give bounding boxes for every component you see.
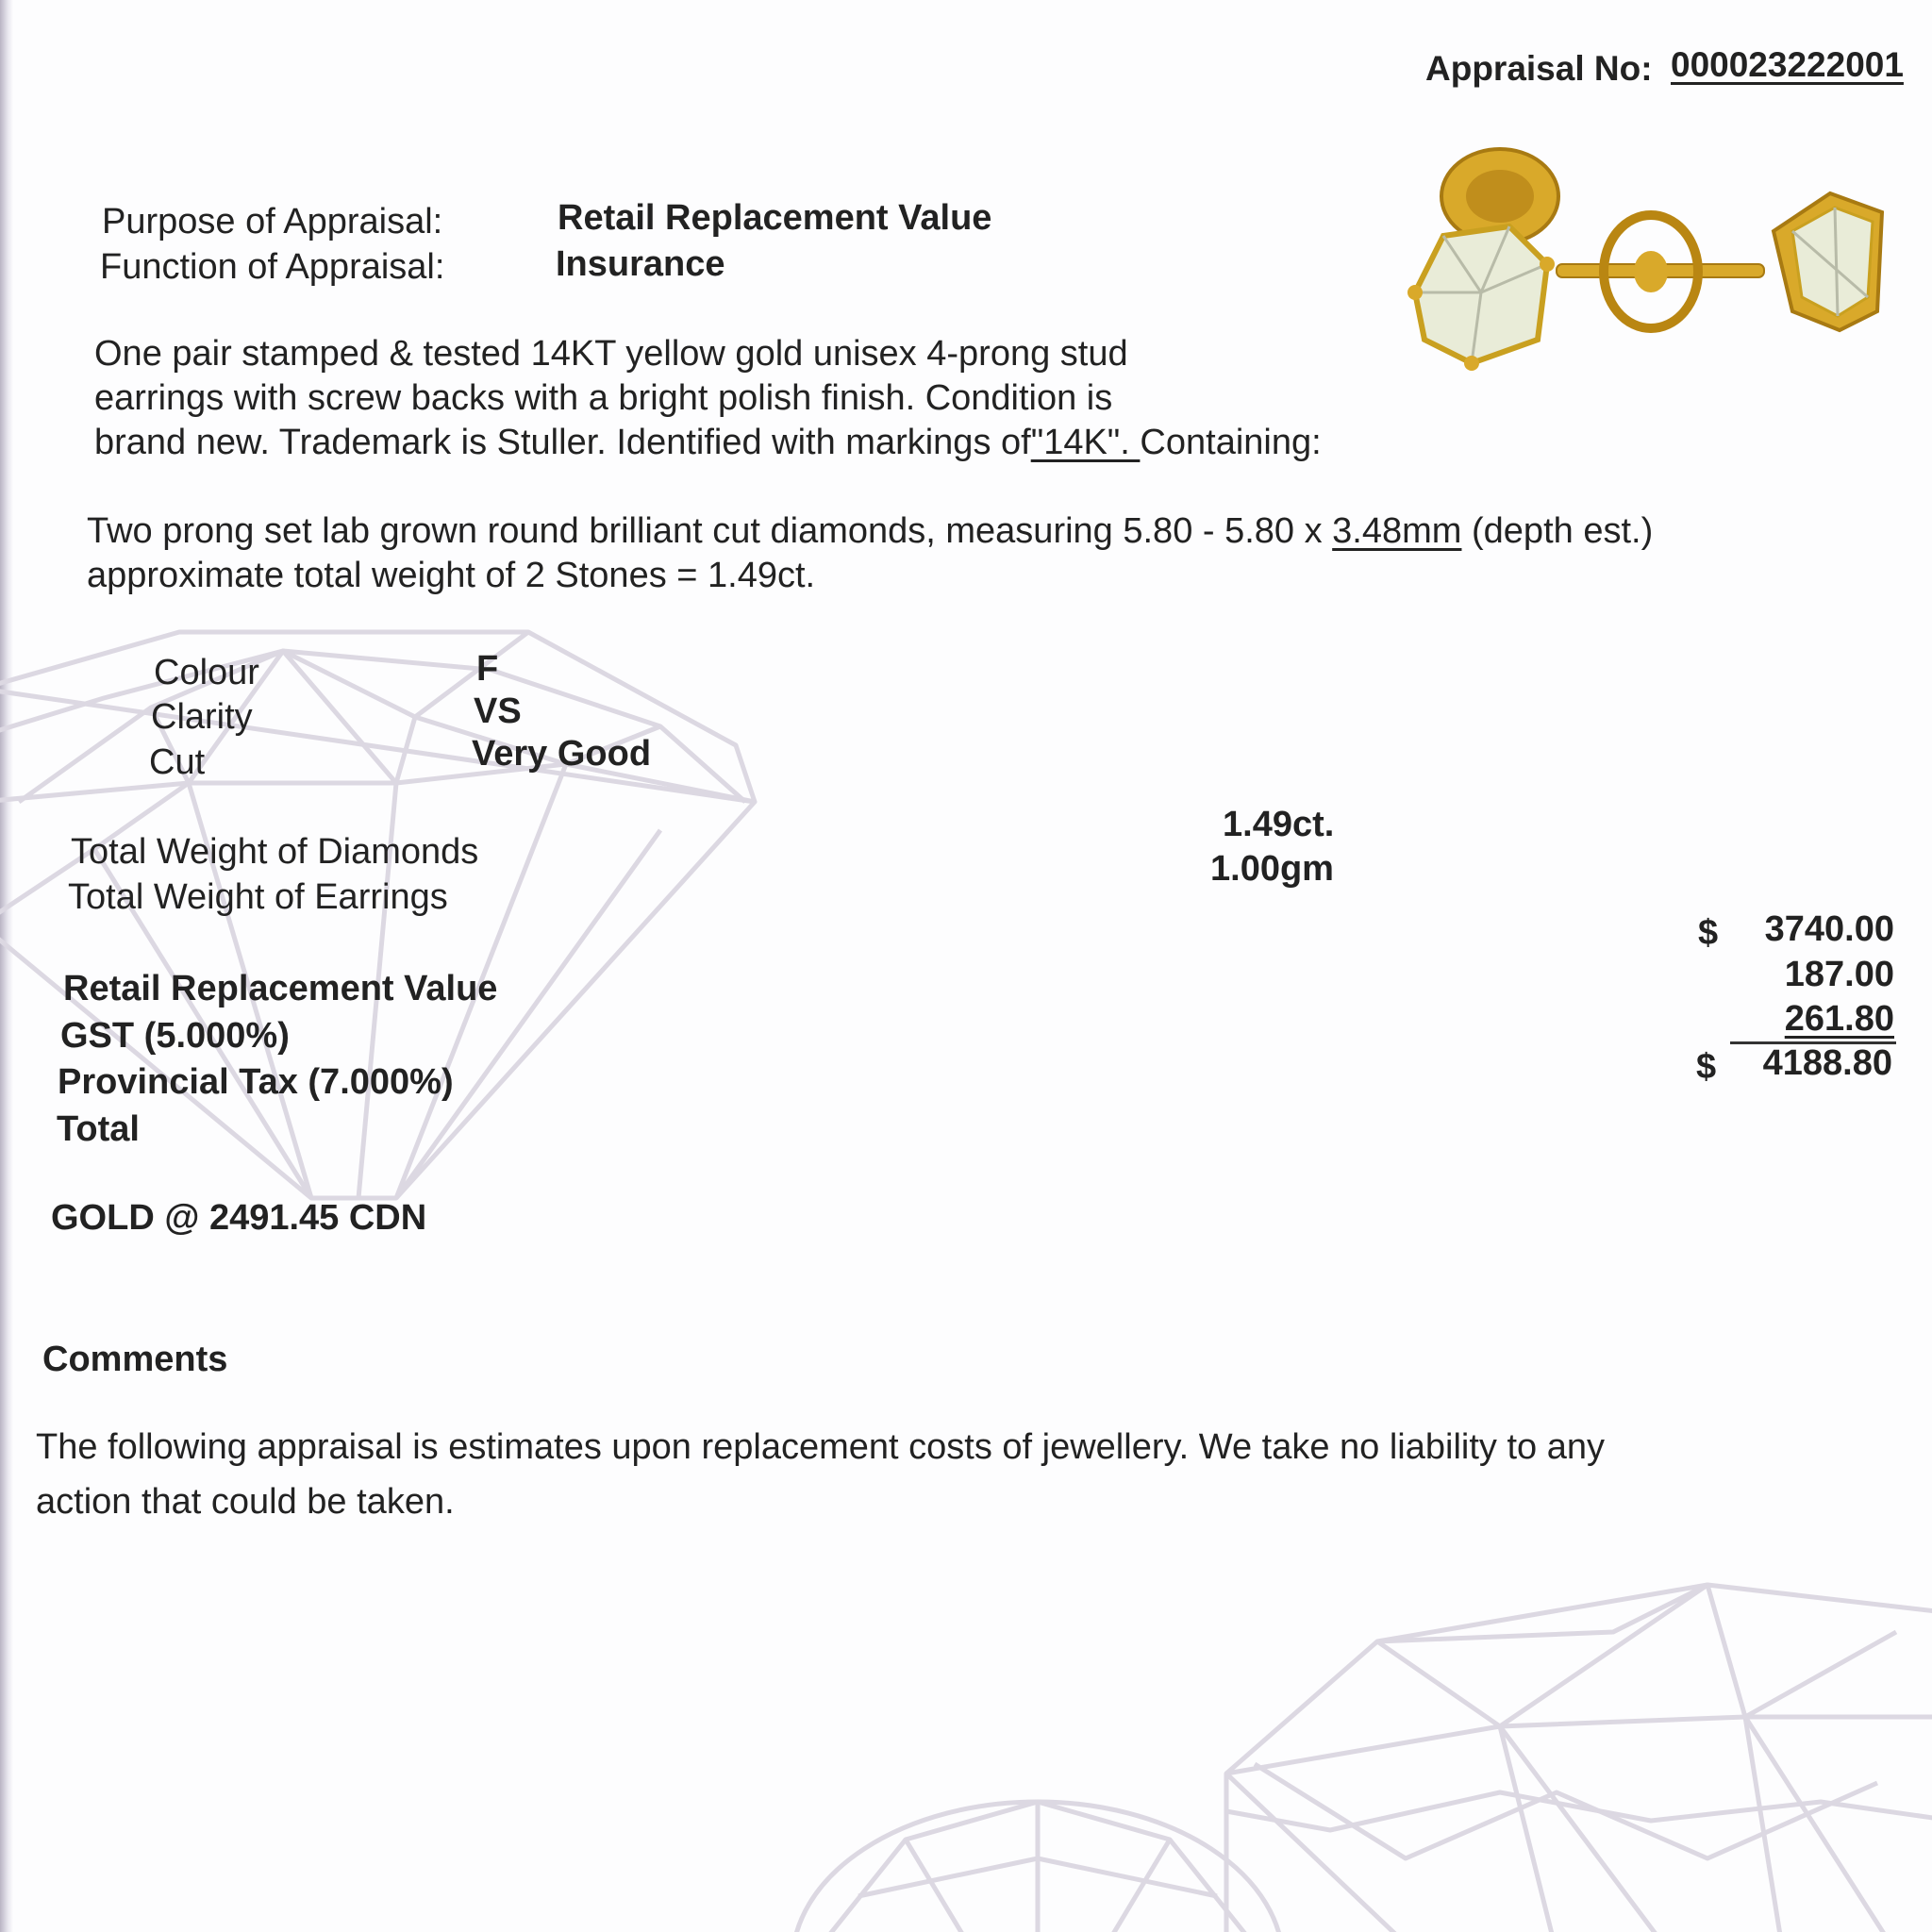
comments-line-2: action that could be taken.	[36, 1482, 455, 1522]
diamonds-weight-value: 1.49ct.	[1223, 805, 1335, 844]
gold-price: GOLD @ 2491.45 CDN	[51, 1198, 427, 1238]
retail-value-label: Retail Replacement Value	[63, 969, 498, 1008]
function-label: Function of Appraisal:	[100, 247, 445, 287]
function-value: Insurance	[556, 244, 725, 284]
description-line-3-end: Containing:	[1140, 423, 1322, 462]
colour-value: F	[476, 649, 499, 689]
earrings-weight-value: 1.00gm	[1210, 849, 1334, 889]
diamond-watermark-bottom-right	[1217, 1575, 1932, 1932]
stones-description	[87, 509, 1653, 598]
earrings-weight-label: Total Weight of Earrings	[68, 877, 448, 917]
gst-amount: 187.00	[1784, 955, 1894, 994]
description-line-1: One pair stamped & tested 14KT yellow gold unisex 4-prong stud	[94, 334, 1128, 374]
provincial-tax-amount: 261.80	[1784, 999, 1894, 1039]
comments-text	[36, 1420, 1605, 1529]
cut-label: Cut	[149, 742, 206, 782]
item-description	[94, 332, 1322, 465]
stones-line-1	[87, 509, 1653, 554]
clarity-value: VS	[474, 691, 522, 731]
page-edge-shadow	[0, 0, 13, 1932]
retail-value-currency: $	[1698, 913, 1719, 953]
total-label: Total	[57, 1109, 140, 1149]
comments-heading: Comments	[42, 1340, 228, 1379]
stones-line-2: approximate total weight of 2 Stones = 1.49ct.	[87, 556, 816, 595]
cut-value: Very Good	[472, 734, 652, 774]
gst-label: GST (5.000%)	[60, 1016, 290, 1056]
provincial-tax-label: Provincial Tax (7.000%)	[58, 1062, 454, 1102]
stones-line-1-start: Two prong set lab grown round brilliant cut diamonds, measuring 5.80 - 5.80 x	[87, 511, 1323, 551]
retail-value-amount: 3740.00	[1764, 909, 1894, 949]
purpose-label: Purpose of Appraisal:	[102, 202, 443, 242]
description-line-3	[94, 421, 1322, 465]
colour-label: Colour	[154, 653, 259, 692]
appraisal-number-value: 000023222001	[1671, 45, 1904, 84]
diamond-watermark-bottom-center	[774, 1783, 1302, 1932]
diamonds-weight-label: Total Weight of Diamonds	[71, 832, 479, 872]
clarity-label: Clarity	[151, 697, 253, 737]
gold-marking: "14K".	[1030, 423, 1141, 462]
description-line-3-start: brand new. Trademark is Stuller. Identified with markings of	[94, 423, 1031, 462]
total-amount: 4188.80	[1762, 1043, 1892, 1083]
total-currency: $	[1696, 1047, 1717, 1087]
earrings-photo	[1396, 142, 1887, 377]
stone-depth: 3.48mm	[1332, 511, 1462, 551]
comments-line-1: The following appraisal is estimates upon replacement costs of jewellery. We take no liability to any	[36, 1427, 1605, 1467]
appraisal-number-label: Appraisal No:	[1425, 49, 1653, 88]
stones-line-1-end: (depth est.)	[1461, 511, 1654, 551]
purpose-value: Retail Replacement Value	[558, 198, 992, 238]
description-line-2: earrings with screw backs with a bright polish finish. Condition is	[94, 378, 1113, 418]
